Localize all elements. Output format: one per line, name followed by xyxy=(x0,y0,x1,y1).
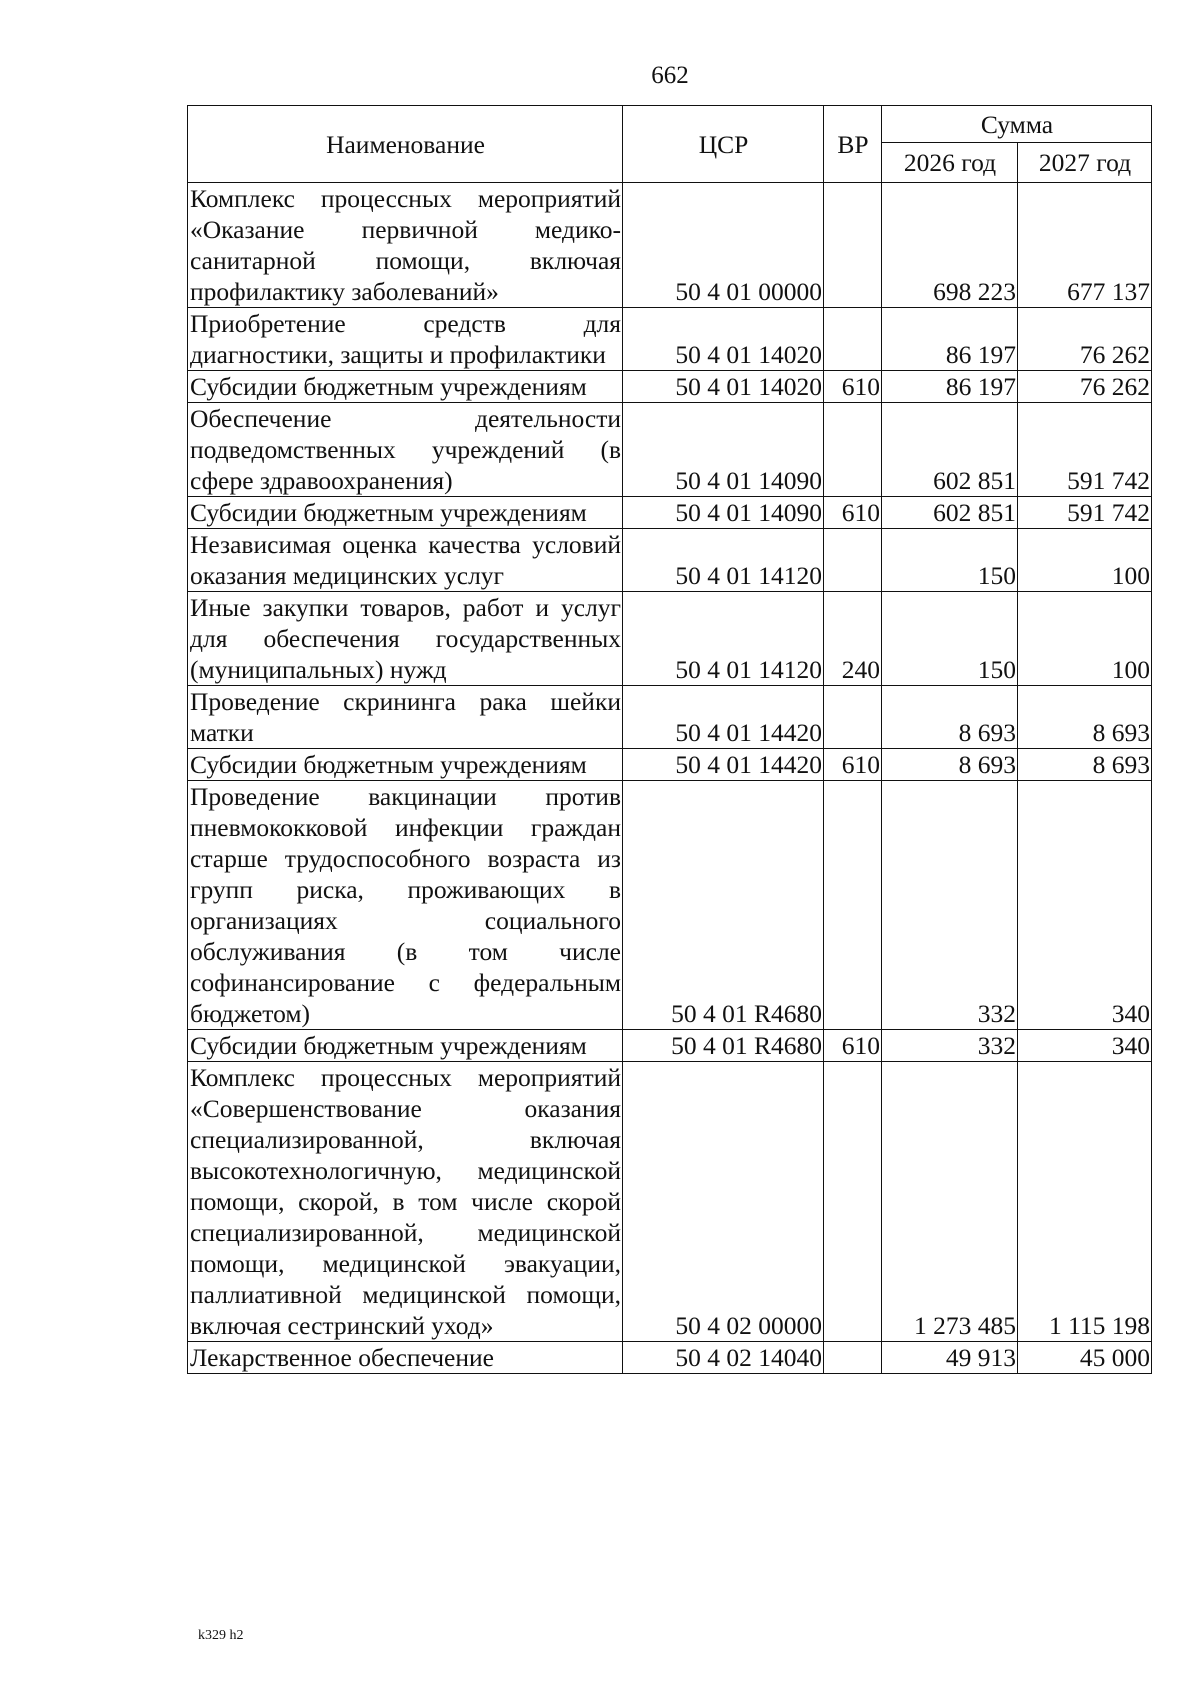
row-sum-2027: 76 262 xyxy=(1018,308,1152,371)
row-vr xyxy=(824,403,882,497)
row-csr: 50 4 01 R4680 xyxy=(623,1030,824,1062)
row-csr: 50 4 01 14090 xyxy=(623,497,824,529)
budget-table xyxy=(187,105,1152,1374)
table-row xyxy=(188,371,1152,403)
table-row xyxy=(188,529,1152,592)
row-sum-2026: 8 693 xyxy=(882,749,1018,781)
header-year-2026: 2026 год xyxy=(882,143,1018,183)
row-sum-2027: 76 262 xyxy=(1018,371,1152,403)
row-sum-2027: 591 742 xyxy=(1018,497,1152,529)
row-vr: 610 xyxy=(824,749,882,781)
row-sum-2027: 677 137 xyxy=(1018,183,1152,308)
row-vr: 610 xyxy=(824,1030,882,1062)
row-sum-2026: 150 xyxy=(882,592,1018,686)
row-sum-2027: 100 xyxy=(1018,529,1152,592)
row-sum-2026: 332 xyxy=(882,781,1018,1030)
row-sum-2026: 86 197 xyxy=(882,371,1018,403)
row-name: Лекарственное обеспечение xyxy=(188,1342,623,1374)
row-name: Комплекс процессных мероприятий «Оказание первичной медико-санитарной помощи, включая профилактику заболеваний» xyxy=(188,183,623,308)
row-name: Субсидии бюджетным учреждениям xyxy=(188,749,623,781)
row-name: Проведение вакцинации против пневмококковой инфекции граждан старше трудоспособного возраста из групп риска, проживающих в организациях социального обслуживания (в том числе софинансирование с федеральным бюджетом) xyxy=(188,781,623,1030)
row-name: Субсидии бюджетным учреждениям xyxy=(188,371,623,403)
header-sum: Сумма xyxy=(882,106,1152,143)
row-sum-2026: 86 197 xyxy=(882,308,1018,371)
row-name: Обеспечение деятельности подведомственных учреждений (в сфере здравоохранения) xyxy=(188,403,623,497)
table-row xyxy=(188,749,1152,781)
row-name: Независимая оценка качества условий оказания медицинских услуг xyxy=(188,529,623,592)
row-vr xyxy=(824,308,882,371)
table-row xyxy=(188,686,1152,749)
row-name: Комплекс процессных мероприятий «Совершенствование оказания специализированной, включая высокотехнологичную, медицинской помощи, скорой, в том числе скорой специализированной, медицинской помощи, медицинской эвакуации, паллиативной медицинской помощи, включая сестринский уход» xyxy=(188,1062,623,1342)
row-sum-2026: 602 851 xyxy=(882,403,1018,497)
table-row xyxy=(188,592,1152,686)
row-csr: 50 4 01 14420 xyxy=(623,749,824,781)
table-row xyxy=(188,1342,1152,1374)
row-sum-2026: 8 693 xyxy=(882,686,1018,749)
row-sum-2026: 332 xyxy=(882,1030,1018,1062)
header-name: Наименование xyxy=(188,106,623,183)
row-name: Приобретение средств для диагностики, защиты и профилактики xyxy=(188,308,623,371)
row-csr: 50 4 01 14020 xyxy=(623,371,824,403)
row-csr: 50 4 02 14040 xyxy=(623,1342,824,1374)
row-vr: 610 xyxy=(824,371,882,403)
row-csr: 50 4 01 14090 xyxy=(623,403,824,497)
row-csr: 50 4 02 00000 xyxy=(623,1062,824,1342)
row-csr: 50 4 01 14420 xyxy=(623,686,824,749)
row-sum-2026: 1 273 485 xyxy=(882,1062,1018,1342)
header-year-2027: 2027 год xyxy=(1018,143,1152,183)
table-row xyxy=(188,1062,1152,1342)
row-name: Иные закупки товаров, работ и услуг для обеспечения государственных (муниципальных) нужд xyxy=(188,592,623,686)
row-csr: 50 4 01 14120 xyxy=(623,592,824,686)
header-csr: ЦСР xyxy=(623,106,824,183)
row-vr xyxy=(824,686,882,749)
row-sum-2026: 698 223 xyxy=(882,183,1018,308)
table-row xyxy=(188,1030,1152,1062)
row-vr xyxy=(824,1342,882,1374)
row-sum-2026: 49 913 xyxy=(882,1342,1018,1374)
table-row xyxy=(188,403,1152,497)
row-sum-2027: 100 xyxy=(1018,592,1152,686)
header-vr: ВР xyxy=(824,106,882,183)
page-number: 662 xyxy=(651,62,689,89)
footer-code: k329 h2 xyxy=(198,1628,244,1643)
row-sum-2026: 602 851 xyxy=(882,497,1018,529)
row-vr xyxy=(824,1062,882,1342)
row-vr xyxy=(824,183,882,308)
row-csr: 50 4 01 14020 xyxy=(623,308,824,371)
table-row xyxy=(188,308,1152,371)
row-csr: 50 4 01 R4680 xyxy=(623,781,824,1030)
row-sum-2027: 591 742 xyxy=(1018,403,1152,497)
row-sum-2027: 8 693 xyxy=(1018,686,1152,749)
row-sum-2027: 8 693 xyxy=(1018,749,1152,781)
table-row xyxy=(188,781,1152,1030)
row-sum-2027: 1 115 198 xyxy=(1018,1062,1152,1342)
row-name: Субсидии бюджетным учреждениям xyxy=(188,1030,623,1062)
row-sum-2027: 340 xyxy=(1018,1030,1152,1062)
row-csr: 50 4 01 00000 xyxy=(623,183,824,308)
row-vr: 240 xyxy=(824,592,882,686)
row-sum-2027: 340 xyxy=(1018,781,1152,1030)
row-sum-2026: 150 xyxy=(882,529,1018,592)
row-vr xyxy=(824,781,882,1030)
row-vr: 610 xyxy=(824,497,882,529)
row-name: Проведение скрининга рака шейки матки xyxy=(188,686,623,749)
row-vr xyxy=(824,529,882,592)
row-csr: 50 4 01 14120 xyxy=(623,529,824,592)
table-row xyxy=(188,183,1152,308)
table-row xyxy=(188,497,1152,529)
row-sum-2027: 45 000 xyxy=(1018,1342,1152,1374)
row-name: Субсидии бюджетным учреждениям xyxy=(188,497,623,529)
